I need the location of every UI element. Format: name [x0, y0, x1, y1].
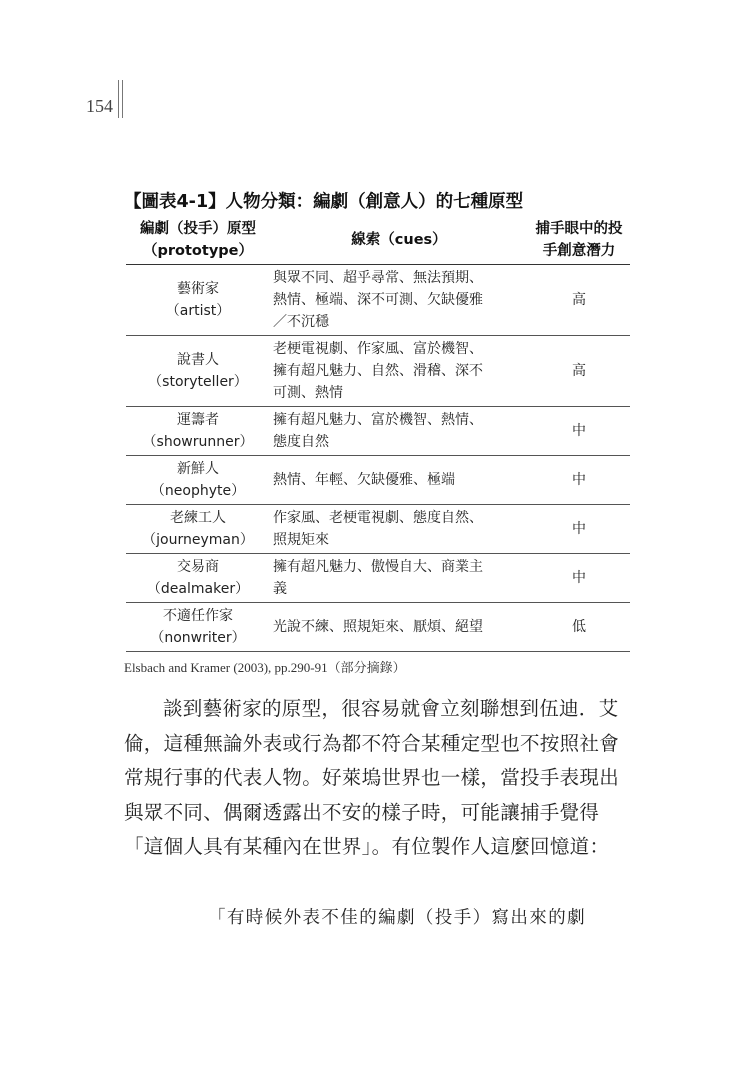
role-cell: 不適任作家 （nonwriter） — [126, 603, 270, 652]
table-row — [126, 554, 630, 603]
potential-cell: 高 — [528, 265, 630, 336]
quote-line: 「有時候外表不佳的編劇（投手）寫出來的劇 — [208, 908, 586, 928]
header-potential: 捕手眼中的投 手創意潛力 — [528, 216, 630, 265]
potential-cell: 中 — [528, 407, 630, 456]
role-cell: 老練工人 （journeyman） — [126, 505, 270, 554]
table-header-row — [126, 216, 630, 265]
potential-cell: 低 — [528, 603, 630, 652]
page-number-divider — [118, 80, 123, 118]
cues-cell: 擁有超凡魅力、富於機智、熱情、 態度自然 — [270, 407, 528, 456]
body-paragraph: 談到藝術家的原型，很容易就會立刻聯想到伍迪．艾倫，這種無論外表或行為都不符合某種定型也不按照社會常規行事的代表人物。好萊塢世界也一樣，當投手表現出與眾不同、偶爾透露出不安的樣子時，可能讓捕手覺得「這個人具有某種內在世界」。有位製作人這麼回憶道： — [124, 697, 620, 858]
table-row — [126, 456, 630, 505]
role-cell: 說書人 （storyteller） — [126, 336, 270, 407]
cues-cell: 老梗電視劇、作家風、富於機智、 擁有超凡魅力、自然、滑稽、深不 可測、熱情 — [270, 336, 528, 407]
role-cell: 運籌者 （showrunner） — [126, 407, 270, 456]
table-row — [126, 407, 630, 456]
potential-cell: 中 — [528, 505, 630, 554]
potential-cell: 中 — [528, 554, 630, 603]
header-cues: 線索（cues） — [270, 216, 528, 265]
table-row — [126, 603, 630, 652]
archetype-table — [126, 216, 630, 652]
table-title: 【圖表4-1】人物分類：編劇（創意人）的七種原型 — [124, 192, 524, 212]
cues-cell: 光說不練、照規矩來、厭煩、絕望 — [270, 603, 528, 652]
table-source-note: Elsbach and Kramer (2003), pp.290-91（部分摘錄） — [124, 660, 406, 675]
cues-cell: 作家風、老梗電視劇、態度自然、 照規矩來 — [270, 505, 528, 554]
cues-cell: 與眾不同、超乎尋常、無法預期、 熱情、極端、深不可測、欠缺優雅 ／不沉穩 — [270, 265, 528, 336]
cues-cell: 熱情、年輕、欠缺優雅、極端 — [270, 456, 528, 505]
potential-cell: 高 — [528, 336, 630, 407]
table-row — [126, 505, 630, 554]
header-role: 編劇（投手）原型 （prototype） — [126, 216, 270, 265]
role-cell: 藝術家 （artist） — [126, 265, 270, 336]
table-row — [126, 336, 630, 407]
cues-cell: 擁有超凡魅力、傲慢自大、商業主 義 — [270, 554, 528, 603]
page-number: 154 — [86, 96, 113, 116]
table-row — [126, 265, 630, 336]
potential-cell: 中 — [528, 456, 630, 505]
role-cell: 交易商 （dealmaker） — [126, 554, 270, 603]
role-cell: 新鮮人 （neophyte） — [126, 456, 270, 505]
